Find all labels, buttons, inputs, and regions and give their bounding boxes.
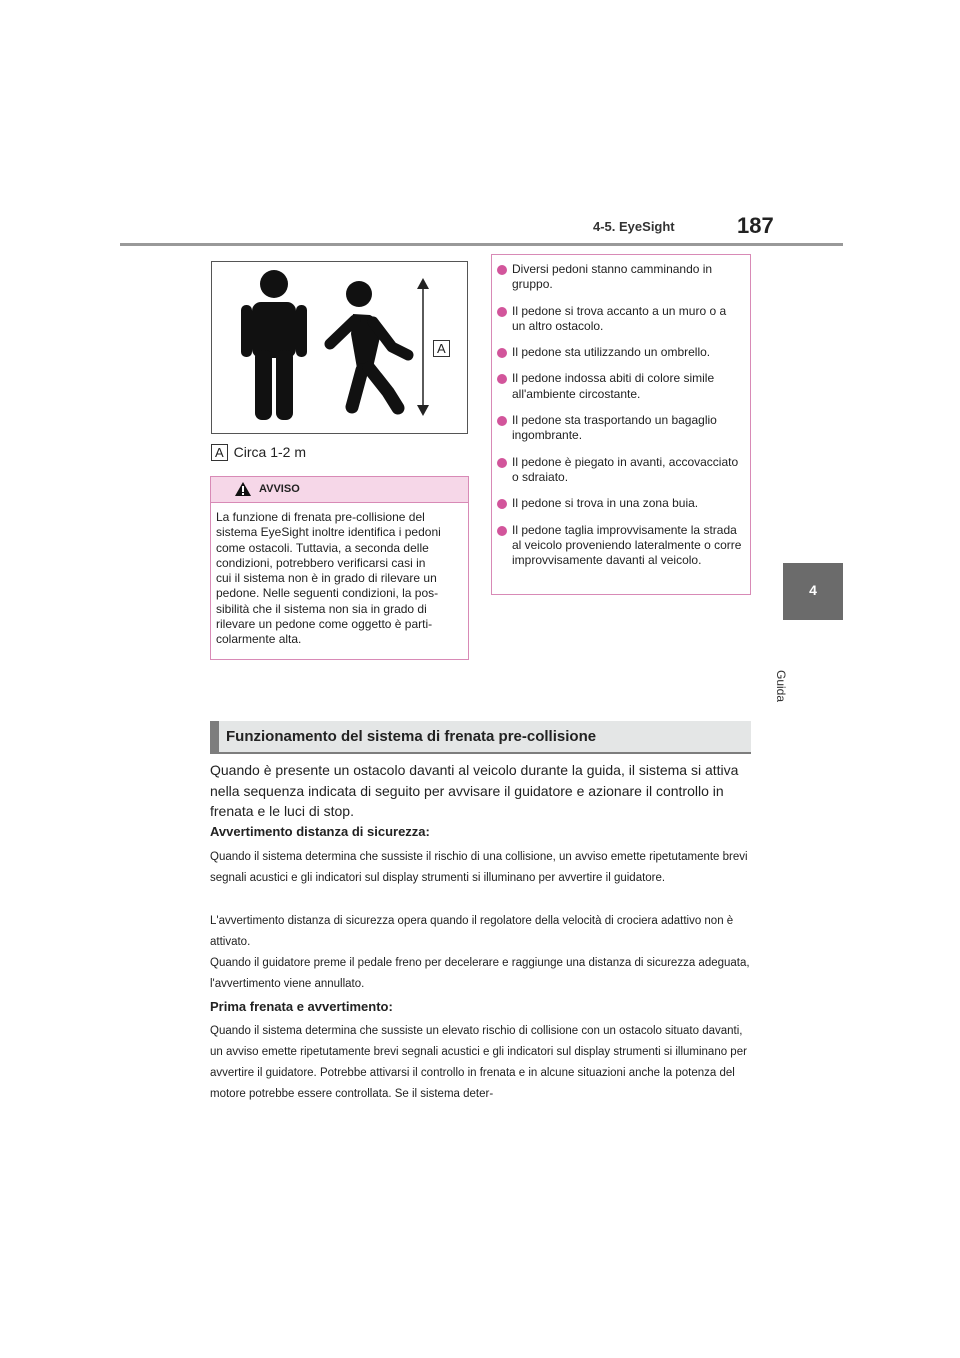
warning-line: sistema EyeSight inoltre identifica i pedoni [216, 525, 441, 540]
label-a-box: A [433, 340, 450, 357]
subheading-first-braking: Prima frenata e avvertimento: [210, 999, 393, 1014]
list-item: Il pedone si trova in una zona buia. [497, 496, 742, 511]
figure-caption [211, 444, 306, 461]
warning-line: come ostacoli. Tuttavia, a seconda delle [216, 540, 429, 555]
warning-line: cui il sistema non è in grado di rilevare un [216, 571, 437, 586]
paragraph-first-braking: Quando il sistema determina che sussiste un elevato rischio di collisione con un ostacolo situato davanti, un avviso emette ripetutamente brevi segnali acustici e gli indicatori sul display strumenti si illuminano per avvertire il guidatore. Potrebbe attivarsi il controllo in frenata e in alcune situazioni anche la potenza del motore potrebbe essere controllata. Se il sistema deter- [210, 1025, 747, 1100]
chapter-label-vertical [774, 630, 807, 703]
walking-person-icon [330, 281, 408, 408]
subheading-safety-distance: Avvertimento distanza di sicurezza: [210, 824, 430, 839]
bullet-dot-icon [497, 458, 507, 468]
standing-person-icon [241, 270, 307, 420]
list-item: Il pedone sta utilizzando un ombrello. [497, 345, 742, 360]
bullet-dot-icon [497, 374, 507, 384]
warning-box [210, 476, 469, 660]
section-intro: Quando è presente un ostacolo davanti al veicolo durante la guida, il sistema si attiva nella sequenza indicata di seguito per avvisare il guidatore e azionare il controllo in frenata e le luci di stop. [210, 762, 739, 819]
warning-line: rilevare un pedone come oggetto è parti- [216, 617, 433, 632]
list-item: Il pedone taglia improvvisamente la strada al veicolo proveniendo lateralmente o corre improvvisamente davanti al veicolo. [497, 523, 742, 569]
header-divider [120, 243, 843, 246]
chapter-number: 4 [809, 582, 817, 598]
section-heading-marker [210, 721, 219, 752]
warning-line: pedone. Nelle seguenti condizioni, la pos- [216, 586, 439, 601]
height-arrow-icon [417, 278, 429, 416]
list-item: Il pedone indossa abiti di colore simile all'ambiente circostante. [497, 371, 742, 402]
warning-line: condizioni, potrebbero verificarsi casi in [216, 555, 426, 570]
list-item: Diversi pedoni stanno camminando in gruppo. [497, 262, 742, 293]
pedestrian-figures [212, 262, 467, 433]
figure-label-a [433, 340, 450, 358]
list-item: Il pedone è piegato in avanti, accovacciato o sdraiato. [497, 455, 742, 486]
paragraph-safety-distance-1: Quando il sistema determina che sussiste il rischio di una collisione, un avviso emette ripetutamente brevi segnali acustici e gli indicatori sul display strumenti si illuminano per avvertire il guidatore. [210, 851, 748, 884]
bullet-dot-icon [497, 265, 507, 275]
bullet-dot-icon [497, 499, 507, 509]
conditions-list [492, 255, 750, 568]
list-item: Il pedone sta trasportando un bagaglio ingombrante. [497, 413, 742, 444]
conditions-box [491, 254, 751, 595]
bullet-dot-icon [497, 416, 507, 426]
list-item: Il pedone si trova accanto a un muro o a un altro ostacolo. [497, 304, 742, 335]
bullet-dot-icon [497, 348, 507, 358]
bullet-dot-icon [497, 526, 507, 536]
chapter-label: Guida [774, 670, 788, 703]
warning-line: colarmente alta. [216, 632, 302, 647]
paragraph-safety-distance-2: L'avvertimento distanza di sicurezza opera quando il regolatore della velocità di crociera adattivo non è attivato. [210, 915, 734, 948]
bullet-dot-icon [497, 307, 507, 317]
pedestrian-illustration [211, 261, 468, 434]
caption-text: Circa 1-2 m [233, 444, 307, 460]
warning-title: AVVISO [259, 483, 300, 495]
paragraph-safety-distance-3: Quando il guidatore preme il pedale freno per decelerare e raggiunge una distanza di sicurezza adeguata, l'avvertimento viene annullato. [210, 957, 750, 990]
warning-triangle-icon [234, 481, 252, 497]
section-title: Funzionamento del sistema di frenata pre-collisione [226, 728, 597, 745]
warning-line: La funzione di frenata pre-collisione del [216, 510, 425, 524]
page-number: 187 [737, 213, 774, 238]
section-reference: 4-5. EyeSight [593, 219, 675, 234]
warning-line: sibilità che il sistema non sia in grado di [216, 601, 427, 616]
warning-body [216, 510, 464, 648]
caption-letter-box: A [211, 444, 228, 461]
warning-header [211, 477, 468, 503]
